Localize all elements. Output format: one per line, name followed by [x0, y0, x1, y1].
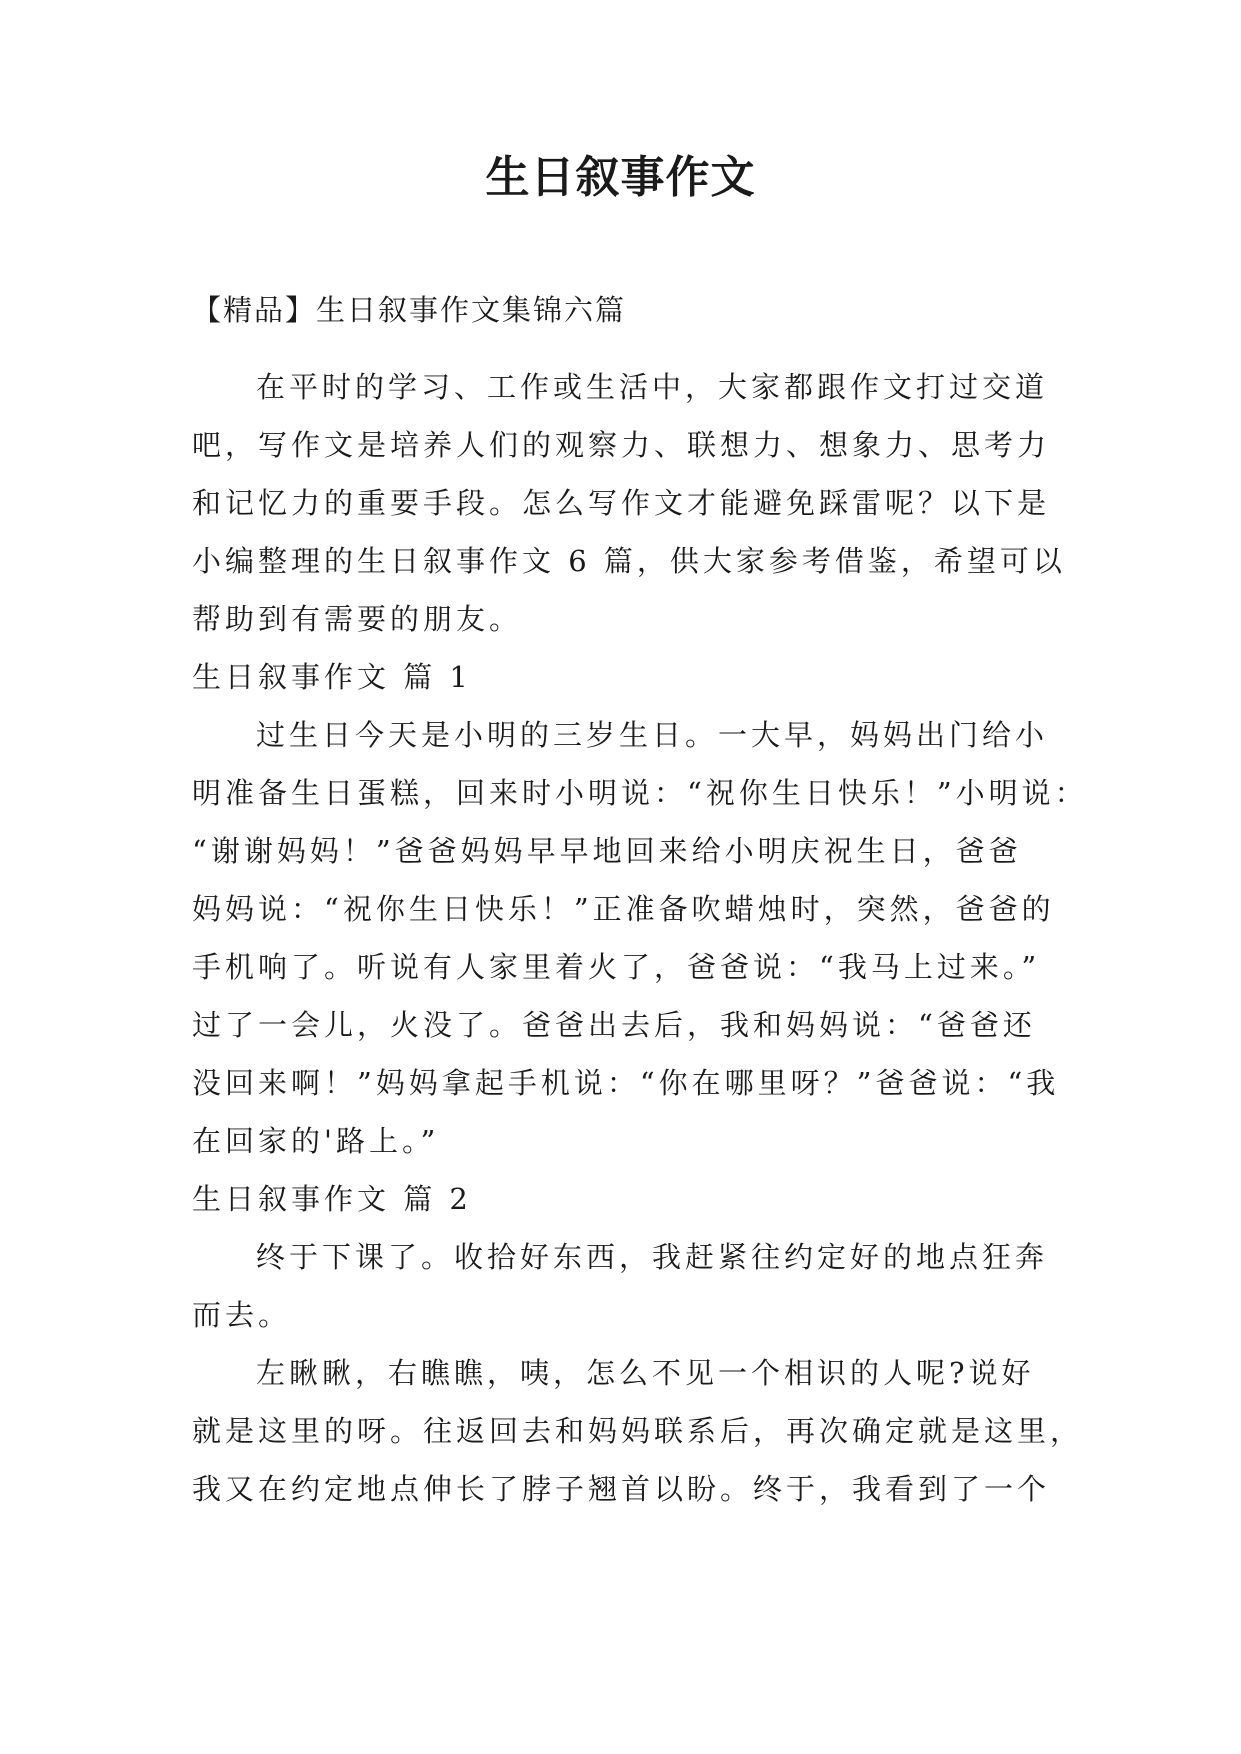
paragraph-line: 终于下课了。收拾好东西，我赶紧往约定好的地点狂奔 — [256, 1240, 1049, 1274]
paragraph-line: 在平时的学习、工作或生活中，大家都跟作文打过交道 — [256, 370, 1049, 404]
document-subtitle: 【精品】生日叙事作文集锦六篇 — [192, 293, 627, 327]
paragraph-line: 过生日今天是小明的三岁生日。一大早，妈妈出门给小 — [256, 718, 1049, 752]
paragraph-line: 我又在约定地点伸长了脖子翘首以盼。终于，我看到了一个 — [192, 1472, 1051, 1506]
paragraph-line: 左瞅瞅，右瞧瞧，咦，怎么不见一个相识的人呢?说好 — [256, 1356, 1035, 1390]
paragraph-line: 小编整理的生日叙事作文 6 篇，供大家参考借鉴，希望可以 — [192, 544, 1066, 578]
paragraph-line: 吧，写作文是培养人们的观察力、联想力、想象力、思考力 — [192, 428, 1051, 462]
section-heading: 生日叙事作文 篇 1 — [192, 660, 472, 694]
paragraph-line: 过了一会儿，火没了。爸爸出去后，我和妈妈说：“爸爸还 — [192, 1008, 1036, 1042]
paragraph-line: 在回家的'路上。” — [192, 1124, 440, 1158]
paragraph-line: 没回来啊！”妈妈拿起手机说：“你在哪里呀？”爸爸说：“我 — [192, 1066, 1060, 1100]
section-heading: 生日叙事作文 篇 2 — [192, 1182, 472, 1216]
intro-paragraph — [192, 358, 1088, 1518]
paragraph-line: 妈妈说：“祝你生日快乐！”正准备吹蜡烛时，突然，爸爸的 — [192, 892, 1055, 926]
paragraph-line: “谢谢妈妈！”爸爸妈妈早早地回来给小明庆祝生日，爸爸 — [192, 834, 1022, 868]
paragraph-line: 明准备生日蛋糕，回来时小明说：“祝你生日快乐！”小明说： — [192, 776, 1088, 810]
paragraph-line: 和记忆力的重要手段。怎么写作文才能避免踩雷呢？以下是 — [192, 486, 1051, 520]
paragraph-line: 就是这里的呀。往返回去和妈妈联系后，再次确定就是这里， — [192, 1414, 1084, 1448]
document-title: 生日叙事作文 — [485, 152, 756, 203]
paragraph-line: 帮助到有需要的朋友。 — [192, 602, 523, 636]
paragraph-line: 手机响了。听说有人家里着火了，爸爸说：“我马上过来。” — [192, 950, 1041, 984]
paragraph-line: 而去。 — [192, 1298, 292, 1332]
